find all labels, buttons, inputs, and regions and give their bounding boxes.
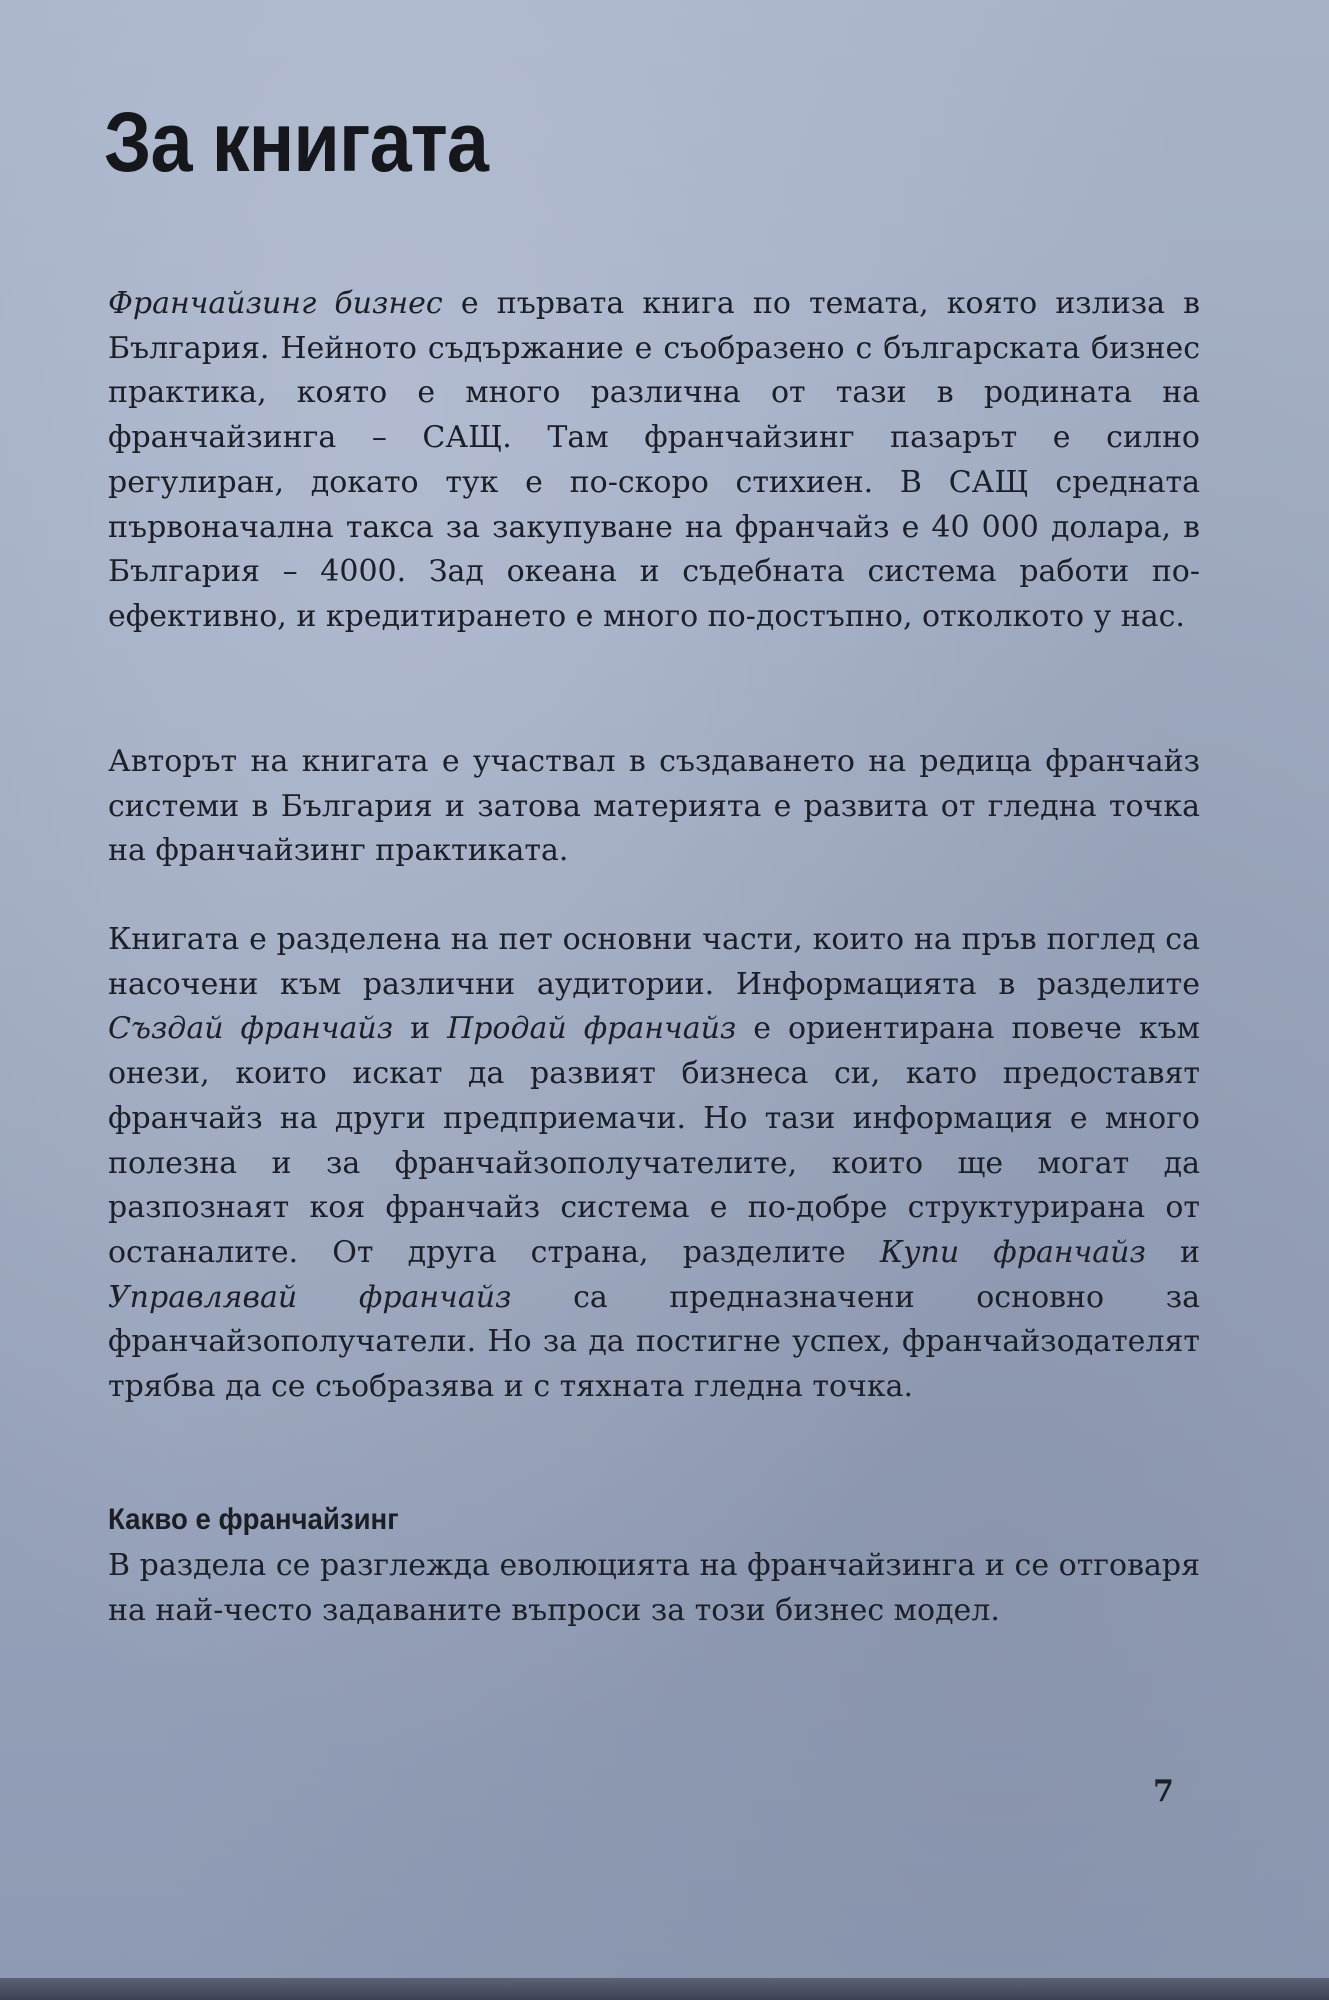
section-ref-manage: Управлявай франчайз — [108, 1279, 512, 1315]
structure-text-2: и — [393, 1011, 448, 1047]
book-title-italic: Франчайзинг бизнес — [108, 286, 443, 321]
structure-text-4: и — [1145, 1234, 1200, 1270]
structure-text-5: са предназначени основно за франчайзополучатели. Но за да постигне успех, франчайзодателят трябва да се съобразява и с тяхната гледна точка. — [108, 1279, 1200, 1405]
structure-text-1: Книгата е разделена на пет основни части, които на пръв поглед са насочени към различни аудитории. Информацията в разделите — [108, 922, 1200, 1002]
intro-paragraph — [108, 282, 1200, 640]
structure-text-3: е ориентирана повече към онези, които искат да развият бизнеса си, като предоставят франчайз на други предприемачи. Но тази информация е много полезна и за франчайзополучателите, които ще могат да разпознаят коя франчайз система е по-добре структурирана от останалите. От друга страна, разделите — [108, 1011, 1200, 1270]
page-title: За книгата — [104, 95, 488, 189]
page-number: 7 — [1153, 1774, 1174, 1809]
section-ref-create: Създай франчайз — [108, 1011, 394, 1047]
section-heading: Какво е франчайзинг — [108, 1503, 399, 1536]
section-ref-sell: Продай франчайз — [447, 1011, 737, 1047]
intro-paragraph-text: е първата книга по темата, която излиза в България. Нейното съдържание е съобразено с българската бизнес практика, която е много различна от тази в родината на франчайзинга – САЩ. Там франчайзинг пазарът е силно регулиран, докато тук е по-скоро стихиен. В САЩ средната първоначална такса за закупуване на франчайз е 40 000 долара, в България – 4000. Зад океана и съдебната система работи по-ефективно, и кредитирането е много по-достъпно, отколкото у нас. — [108, 286, 1200, 634]
section-description: В раздела се разглежда еволюцията на франчайзинга и се отговаря на най-често задаваните въпроси за този бизнес модел. — [108, 1548, 1200, 1628]
author-paragraph: Авторът на книгата е участвал в създаването на редица франчайз системи в България и затова материята е развита от гледна точка на франчайзинг практиката. — [108, 744, 1200, 869]
page-edge-shadow — [0, 1978, 1329, 2000]
section-ref-buy: Купи франчайз — [879, 1234, 1146, 1270]
structure-paragraph — [108, 918, 1200, 1410]
